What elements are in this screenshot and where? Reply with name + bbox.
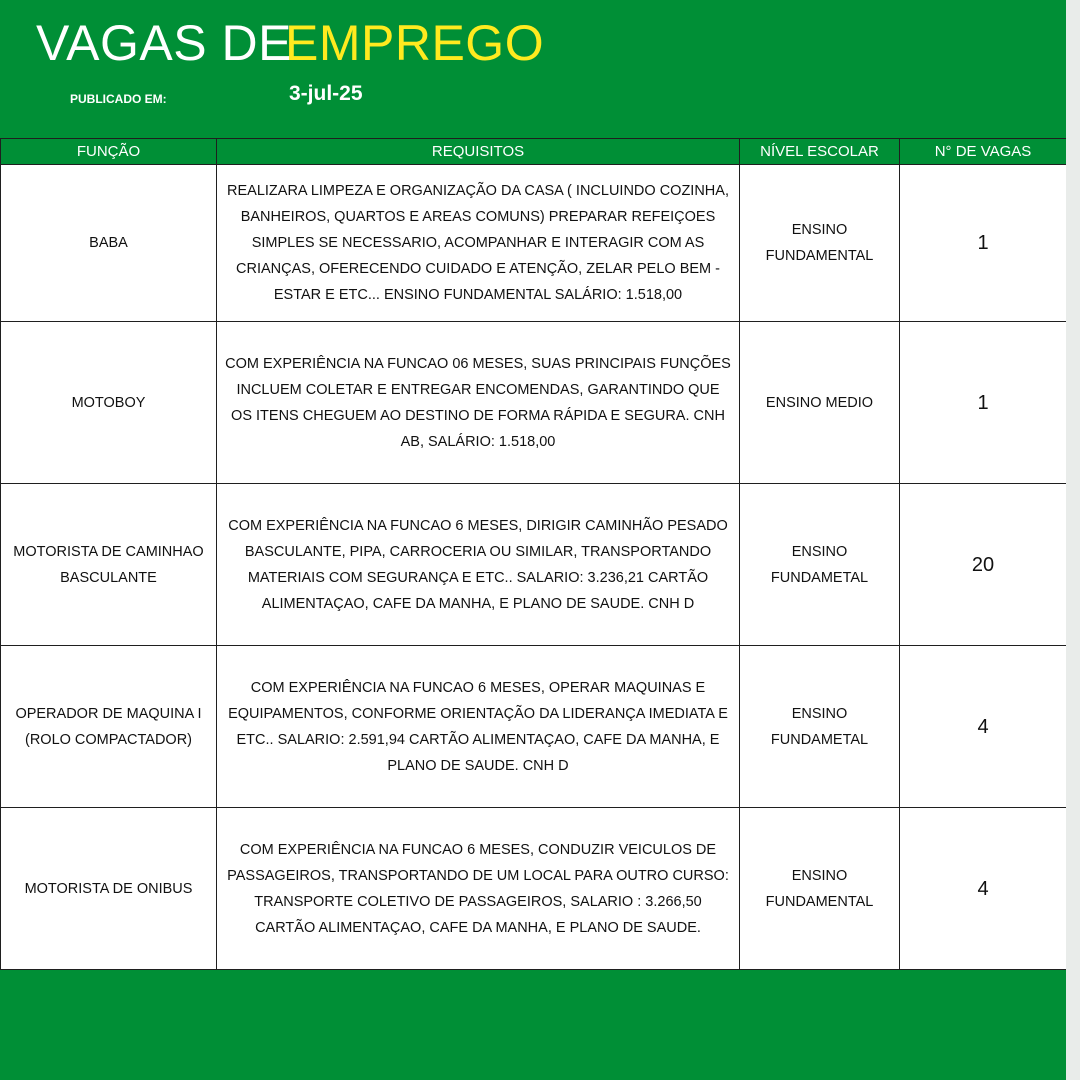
page-edge [1066,0,1080,1080]
column-header-numero-vagas: N° DE VAGAS [900,139,1067,165]
table-row [1,808,1067,970]
title-vagas-de: VAGAS DE [36,15,292,71]
cell-nivel-escolar: ENSINO FUNDAMETAL [740,484,900,646]
cell-vagas: 1 [900,165,1067,322]
cell-requisitos: COM EXPERIÊNCIA NA FUNCAO 06 MESES, SUAS PRINCIPAIS FUNÇÕES INCLUEM COLETAR E ENTREGAR ENCOMENDAS, GARANTINDO QUE OS ITENS CHEGUEM AO DESTINO DE FORMA RÁPIDA E SEGURA. CNH AB, SALÁRIO: 1.518,00 [217,322,740,484]
cell-requisitos: COM EXPERIÊNCIA NA FUNCAO 6 MESES, OPERAR MAQUINAS E EQUIPAMENTOS, CONFORME ORIENTAÇÃO DA LIDERANÇA IMEDIATA E ETC.. SALARIO: 2.591,94 CARTÃO ALIMENTAÇAO, CAFE DA MANHA, E PLANO DE SAUDE. CNH D [217,646,740,808]
table-header-row [1,139,1067,165]
column-header-requisitos: REQUISITOS [217,139,740,165]
table-row [1,322,1067,484]
table-row [1,646,1067,808]
cell-funcao: OPERADOR DE MAQUINA I (ROLO COMPACTADOR) [1,646,217,808]
published-label: PUBLICADO EM: [70,92,167,106]
published-date: 3-jul-25 [289,82,363,105]
cell-vagas: 4 [900,646,1067,808]
cell-requisitos: COM EXPERIÊNCIA NA FUNCAO 6 MESES, DIRIGIR CAMINHÃO PESADO BASCULANTE, PIPA, CARROCERIA OU SIMILAR, TRANSPORTANDO MATERIAIS COM SEGURANÇA E ETC.. SALARIO: 3.236,21 CARTÃO ALIMENTAÇAO, CAFE DA MANHA, E PLANO DE SAUDE. CNH D [217,484,740,646]
cell-vagas: 1 [900,322,1067,484]
table-row [1,165,1067,322]
cell-nivel-escolar: ENSINO FUNDAMETAL [740,646,900,808]
table-row [1,484,1067,646]
cell-requisitos: COM EXPERIÊNCIA NA FUNCAO 6 MESES, CONDUZIR VEICULOS DE PASSAGEIROS, TRANSPORTANDO DE UM LOCAL PARA OUTRO CURSO: TRANSPORTE COLETIVO DE PASSAGEIROS, SALARIO : 3.266,50 CARTÃO ALIMENTAÇAO, CAFE DA MANHA, E PLANO DE SAUDE. [217,808,740,970]
cell-funcao: MOTORISTA DE ONIBUS [1,808,217,970]
cell-funcao: BABA [1,165,217,322]
footer-band [0,970,1066,1080]
cell-nivel-escolar: ENSINO FUNDAMENTAL [740,808,900,970]
cell-nivel-escolar: ENSINO FUNDAMENTAL [740,165,900,322]
cell-funcao: MOTOBOY [1,322,217,484]
cell-requisitos: REALIZARA LIMPEZA E ORGANIZAÇÃO DA CASA ( INCLUINDO COZINHA, BANHEIROS, QUARTOS E AREAS COMUNS) PREPARAR REFEIÇOES SIMPLES SE NECESSARIO, ACOMPANHAR E INTERAGIR COM AS CRIANÇAS, OFERECENDO CUIDADO E ATENÇÃO, ZELAR PELO BEM - ESTAR E ETC... ENSINO FUNDAMENTAL SALÁRIO: 1.518,00 [217,165,740,322]
cell-funcao: MOTORISTA DE CAMINHAO BASCULANTE [1,484,217,646]
column-header-nivel-escolar: NÍVEL ESCOLAR [740,139,900,165]
title-emprego: EMPREGO [285,15,545,71]
cell-vagas: 4 [900,808,1067,970]
jobs-table [0,138,1067,970]
column-header-funcao: FUNÇÃO [1,139,217,165]
cell-nivel-escolar: ENSINO MEDIO [740,322,900,484]
cell-vagas: 20 [900,484,1067,646]
